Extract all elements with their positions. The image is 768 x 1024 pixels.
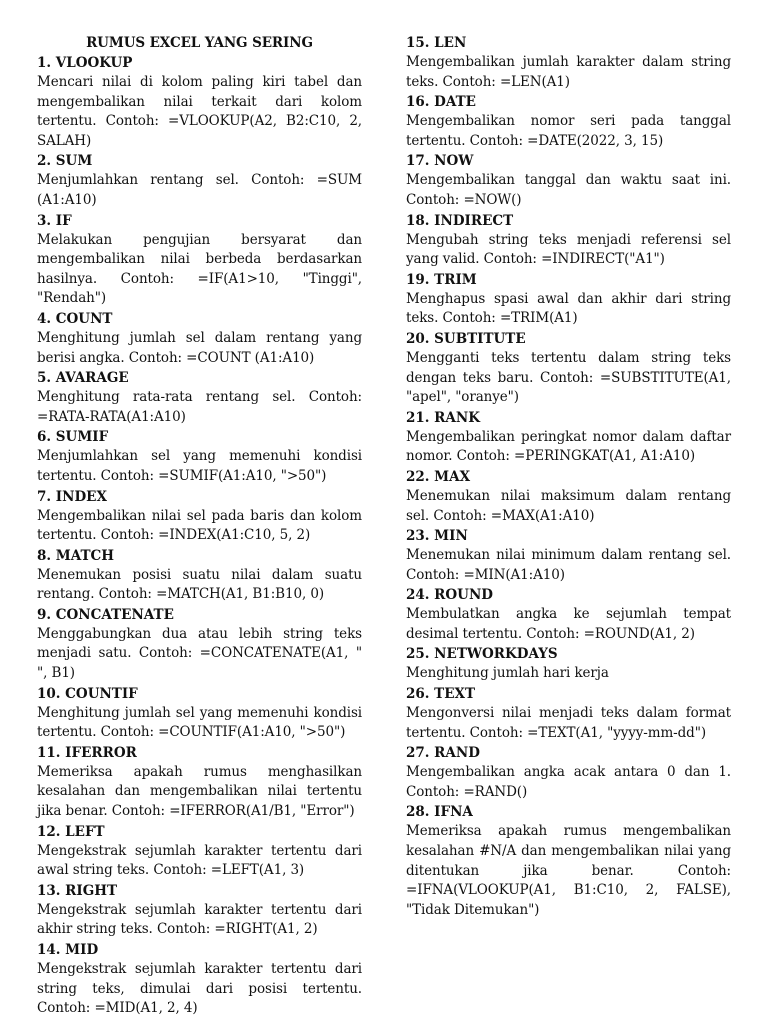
entry-description: Menghapus spasi awal dan akhir dari string teks. Contoh: =TRIM(A1) — [406, 290, 731, 327]
formula-entry-match — [37, 546, 362, 605]
formula-entry-concatenate — [37, 605, 362, 684]
entry-title: 5. AVARAGE — [37, 370, 129, 387]
entry-description: Menemukan posisi suatu nilai dalam suatu rentang. Contoh: =MATCH(A1, B1:B10, 0) — [37, 566, 362, 603]
formula-entry-date — [406, 92, 731, 151]
formula-entry-left — [37, 822, 362, 881]
entry-description: Mengubah string teks menjadi referensi sel yang valid. Contoh: =INDIRECT("A1") — [406, 231, 731, 268]
formula-entry-indirect — [406, 211, 731, 270]
formula-entry-rank — [406, 408, 731, 467]
entry-description: Menghitung jumlah sel yang memenuhi kondisi tertentu. Contoh: =COUNTIF(A1:A10, ">50") — [37, 704, 362, 741]
formula-entry-text — [406, 684, 731, 743]
document-title: RUMUS EXCEL YANG SERING — [86, 35, 313, 51]
entry-description: Mengembalikan nilai sel pada baris dan kolom tertentu. Contoh: =INDEX(A1:C10, 5, 2) — [37, 507, 362, 544]
formula-entry-networkdays — [406, 644, 731, 684]
entry-description: Mengekstrak sejumlah karakter tertentu dari awal string teks. Contoh: =LEFT(A1, 3) — [37, 842, 362, 879]
formula-entry-round — [406, 585, 731, 644]
entry-description: Memeriksa apakah rumus menghasilkan kesalahan dan mengembalikan nilai tertentu jika benar. Contoh: =IFERROR(A1/B1, "Error") — [37, 763, 362, 820]
entry-description: Mengembalikan nomor seri pada tanggal tertentu. Contoh: =DATE(2022, 3, 15) — [406, 113, 731, 149]
entry-description: Mengganti teks tertentu dalam string teks dengan teks baru. Contoh: =SUBSTITUTE(A1, "apel", "oranye") — [406, 349, 731, 406]
entry-title: 3. IF — [37, 212, 72, 229]
entry-description: Mengembalikan tanggal dan waktu saat ini. Contoh: =NOW() — [406, 172, 731, 208]
entry-title: 14. MID — [37, 942, 99, 958]
entry-description: Menghitung rata-rata rentang sel. Contoh: =RATA-RATA(A1:A10) — [37, 389, 362, 425]
entry-description: Menemukan nilai minimum dalam rentang sel. Contoh: =MIN(A1:A10) — [406, 547, 731, 583]
formula-entry-now — [406, 151, 731, 210]
formula-entry-max — [406, 467, 731, 526]
entry-title: 26. TEXT — [406, 686, 476, 703]
formula-entry-average — [37, 368, 362, 427]
formula-entry-if — [37, 211, 362, 309]
formula-entry-len — [406, 33, 731, 92]
entry-title: 25. NETWORKDAYS — [406, 646, 558, 663]
entry-title: 10. COUNTIF — [37, 685, 138, 702]
entry-description: Mengekstrak sejumlah karakter tertentu dari akhir string teks. Contoh: =RIGHT(A1, 2) — [37, 901, 362, 938]
entry-description: Mengembalikan peringkat nomor dalam daftar nomor. Contoh: =PERINGKAT(A1, A1:A10) — [406, 428, 731, 465]
entry-title: 28. IFNA — [406, 804, 473, 821]
entry-title: 12. LEFT — [37, 823, 105, 840]
entry-title: 6. SUMIF — [37, 429, 109, 446]
formula-entry-substitute — [406, 329, 731, 408]
entry-description: Menghitung jumlah hari kerja — [406, 665, 609, 682]
entry-title: 8. MATCH — [37, 547, 115, 564]
entry-description: Menjumlahkan sel yang memenuhi kondisi tertentu. Contoh: =SUMIF(A1:A10, ">50") — [37, 448, 362, 484]
entry-title: 11. IFERROR — [37, 744, 137, 761]
formula-entry-iferror — [37, 743, 362, 822]
formula-entry-ifna — [406, 802, 731, 920]
entry-title: 7. INDEX — [37, 488, 107, 505]
entry-title: 15. LEN — [406, 35, 467, 51]
entry-title: 23. MIN — [406, 528, 468, 545]
formula-entry-sum — [37, 151, 362, 210]
entry-title: 2. SUM — [37, 153, 93, 170]
formula-entry-count — [37, 309, 362, 368]
formula-entry-sumif — [37, 427, 362, 486]
entry-description: Memeriksa apakah rumus mengembalikan kesalahan #N/A dan mengembalikan nilai yang ditentukan jika benar. Contoh: =IFNA(VLOOKUP(A1, B1:C10, 2, FALSE), "Tidak Ditemukan") — [406, 823, 731, 918]
formula-entry-mid — [37, 940, 362, 1019]
left-column — [37, 33, 362, 1019]
entry-title: 19. TRIM — [406, 271, 477, 288]
entry-description: Melakukan pengujian bersyarat dan mengembalikan nilai berbeda berdasarkan hasilnya. Contoh: =IF(A1>10, "Tinggi", "Rendah") — [37, 231, 362, 307]
entry-title: 20. SUBTITUTE — [406, 330, 526, 347]
entry-description: Mengembalikan jumlah karakter dalam string teks. Contoh: =LEN(A1) — [406, 54, 731, 90]
entry-description: Mengekstrak sejumlah karakter tertentu dari string teks, dimulai dari posisi tertentu. Contoh: =MID(A1, 2, 4) — [37, 961, 362, 1017]
formula-entry-countif — [37, 684, 362, 743]
entry-title: 4. COUNT — [37, 310, 113, 327]
entry-description: Membulatkan angka ke sejumlah tempat desimal tertentu. Contoh: =ROUND(A1, 2) — [406, 606, 731, 642]
entry-description: Menghitung jumlah sel dalam rentang yang berisi angka. Contoh: =COUNT (A1:A10) — [37, 329, 362, 366]
entry-description: Mengonversi nilai menjadi teks dalam format tertentu. Contoh: =TEXT(A1, "yyyy-mm-dd") — [406, 705, 731, 741]
entry-description: Menggabungkan dua atau lebih string teks menjadi satu. Contoh: =CONCATENATE(A1, " ", B1) — [37, 625, 362, 682]
formula-entry-rand — [406, 743, 731, 802]
entry-description: Mengembalikan angka acak antara 0 dan 1. Contoh: =RAND() — [406, 764, 731, 800]
entry-title: 18. INDIRECT — [406, 212, 514, 229]
entry-title: 24. ROUND — [406, 587, 493, 604]
entry-title: 16. DATE — [406, 94, 476, 111]
entry-title: 13. RIGHT — [37, 882, 118, 899]
entry-description: Menemukan nilai maksimum dalam rentang sel. Contoh: =MAX(A1:A10) — [406, 487, 731, 524]
formula-entry-trim — [406, 270, 731, 329]
formula-entry-min — [406, 526, 731, 585]
formula-entry-right — [37, 881, 362, 940]
entry-title: 21. RANK — [406, 409, 480, 426]
entry-title: 27. RAND — [406, 745, 480, 762]
entry-title: 22. MAX — [406, 468, 471, 485]
formula-entry-vlookup — [37, 53, 362, 151]
formula-entry-index — [37, 487, 362, 546]
right-column — [406, 33, 731, 920]
entry-title: 1. VLOOKUP — [37, 55, 133, 71]
entry-title: 17. NOW — [406, 153, 474, 170]
entry-description: Mencari nilai di kolom paling kiri tabel dan mengembalikan nilai terkait dari kolom tertentu. Contoh: =VLOOKUP(A2, B2:C10, 2, SALAH) — [37, 74, 362, 149]
entry-description: Menjumlahkan rentang sel. Contoh: =SUM (A1:A10) — [37, 172, 362, 208]
entry-title: 9. CONCATENATE — [37, 606, 174, 623]
